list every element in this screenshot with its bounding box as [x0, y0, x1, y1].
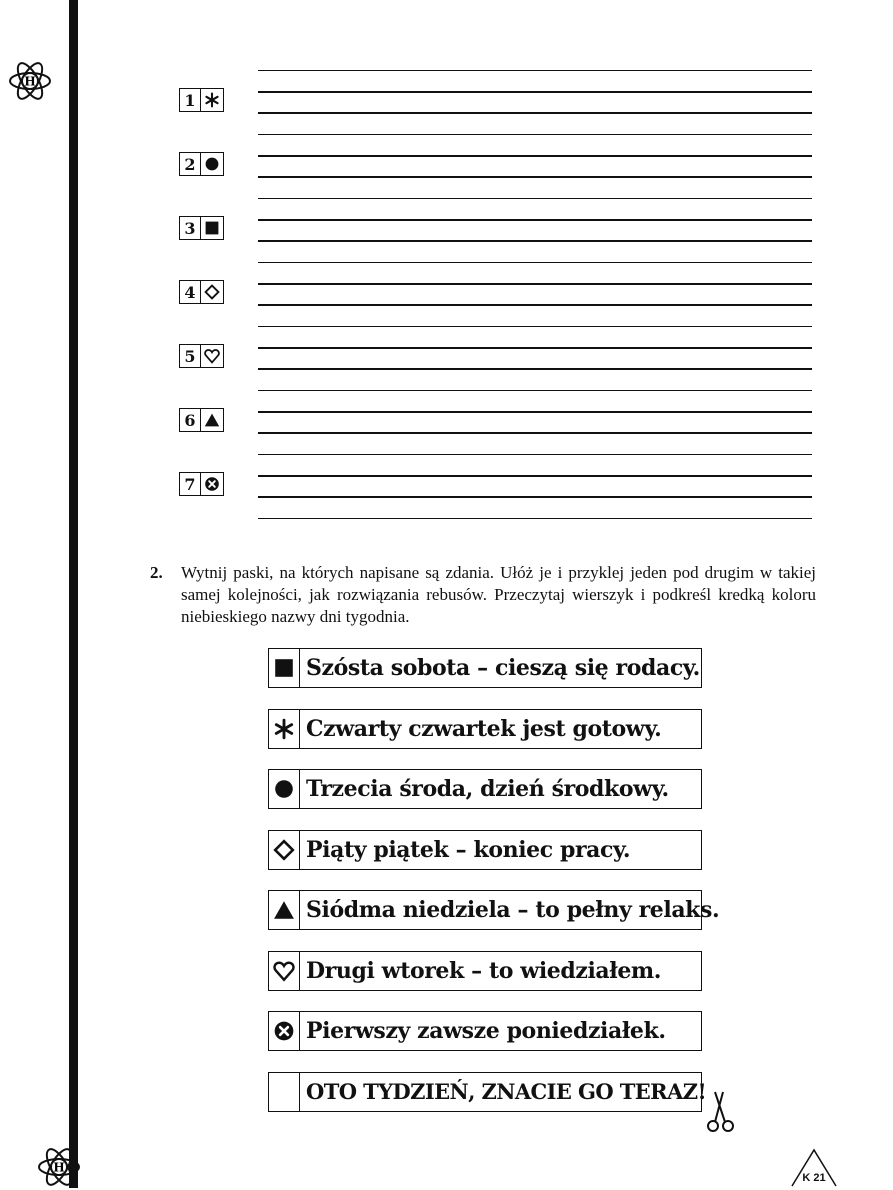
- rebus-number: 3: [180, 217, 201, 239]
- sentence-strip[interactable]: [268, 951, 702, 991]
- rebus-badge: [179, 280, 224, 304]
- strip-text: OTO TYDZIEŃ, ZNACIE GO TERAZ!: [306, 1079, 707, 1104]
- strip-text: Szósta sobota – cieszą się rodacy.: [306, 655, 700, 681]
- rebus-badge: [179, 88, 224, 112]
- sentence-strip[interactable]: [268, 830, 702, 870]
- writing-line[interactable]: [258, 176, 812, 178]
- rebus-number: 1: [180, 89, 201, 111]
- rebus-badge: [179, 344, 224, 368]
- circle-icon: [201, 153, 223, 175]
- writing-line[interactable]: [258, 475, 812, 477]
- exercise-2: [150, 562, 816, 628]
- rebus-number: 2: [180, 153, 201, 175]
- asterisk-icon: [201, 89, 223, 111]
- page-code: K 21: [802, 1172, 826, 1184]
- exercise-text: Wytnij paski, na których napisane są zdania. Ułóż je i przyklej jeden pod drugim w takiej samej kolejności, jak rozwiązania rebusów. Przeczytaj wierszyk i podkreśl kredką koloru niebieskiego nazwy dni tygodnia.: [181, 563, 816, 626]
- writing-line[interactable]: [258, 347, 812, 349]
- writing-line[interactable]: [258, 454, 812, 455]
- writing-line[interactable]: [258, 283, 812, 285]
- rebus-number: 6: [180, 409, 201, 431]
- diamond-icon: [269, 831, 300, 869]
- triangle-icon: [201, 409, 223, 431]
- rebus-badge: [179, 408, 224, 432]
- diamond-icon: [201, 281, 223, 303]
- writing-line[interactable]: [258, 326, 812, 327]
- rebus-row: [0, 384, 893, 444]
- writing-line[interactable]: [258, 432, 812, 434]
- square-icon: [269, 649, 300, 687]
- sentence-strip[interactable]: [268, 890, 720, 930]
- cross-circle-icon: [269, 1012, 300, 1050]
- writing-line[interactable]: [258, 112, 812, 114]
- rebus-row: [0, 128, 893, 188]
- writing-line[interactable]: [258, 496, 812, 498]
- logo-letter: H: [24, 74, 36, 89]
- circle-icon: [269, 770, 300, 808]
- page-mark: [790, 1148, 838, 1188]
- triangle-icon: [269, 891, 300, 929]
- heart-icon: [269, 952, 300, 990]
- square-icon: [201, 217, 223, 239]
- rebus-badge: [179, 216, 224, 240]
- rebus-row: [0, 320, 893, 380]
- exercise-number: 2.: [150, 563, 163, 582]
- writing-line[interactable]: [258, 240, 812, 242]
- rebus-row: [0, 64, 893, 124]
- asterisk-icon: [269, 710, 300, 748]
- writing-line[interactable]: [258, 518, 812, 519]
- rebus-number: 5: [180, 345, 201, 367]
- rebus-row: [0, 256, 893, 316]
- writing-line[interactable]: [258, 262, 812, 263]
- sentence-strip[interactable]: [268, 1011, 702, 1051]
- sentence-strip[interactable]: [268, 1072, 707, 1112]
- heart-icon: [201, 345, 223, 367]
- rebus-row: [0, 192, 893, 252]
- sentence-strip[interactable]: [268, 709, 702, 749]
- writing-line[interactable]: [258, 304, 812, 306]
- strip-text: Czwarty czwartek jest gotowy.: [306, 715, 662, 742]
- writing-line[interactable]: [258, 390, 812, 391]
- writing-line[interactable]: [258, 91, 812, 93]
- rebus-badge: [179, 472, 224, 496]
- empty-symbol-cell: [269, 1073, 300, 1111]
- writing-line[interactable]: [258, 70, 812, 71]
- cross-circle-icon: [201, 473, 223, 495]
- rebus-number: 7: [180, 473, 201, 495]
- strip-text: Piąty piątek – koniec pracy.: [306, 836, 631, 863]
- rebus-number: 4: [180, 281, 201, 303]
- sentence-strip[interactable]: [268, 648, 702, 688]
- strip-text: Trzecia środa, dzień środkowy.: [306, 776, 669, 802]
- strip-text: Drugi wtorek – to wiedziałem.: [306, 957, 662, 984]
- atom-logo-icon: [36, 1144, 82, 1190]
- writing-line[interactable]: [258, 155, 812, 157]
- writing-line[interactable]: [258, 219, 812, 221]
- rebus-badge: [179, 152, 224, 176]
- writing-line[interactable]: [258, 134, 812, 135]
- scissors-icon: [703, 1090, 737, 1134]
- rebus-row: [0, 448, 893, 508]
- writing-line[interactable]: [258, 368, 812, 370]
- writing-line[interactable]: [258, 198, 812, 199]
- sentence-strip[interactable]: [268, 769, 702, 809]
- strip-text: Pierwszy zawsze poniedziałek.: [306, 1018, 666, 1044]
- writing-line[interactable]: [258, 411, 812, 413]
- strip-text: Siódma niedziela – to pełny relaks.: [306, 897, 720, 923]
- logo-letter: H: [53, 1160, 65, 1175]
